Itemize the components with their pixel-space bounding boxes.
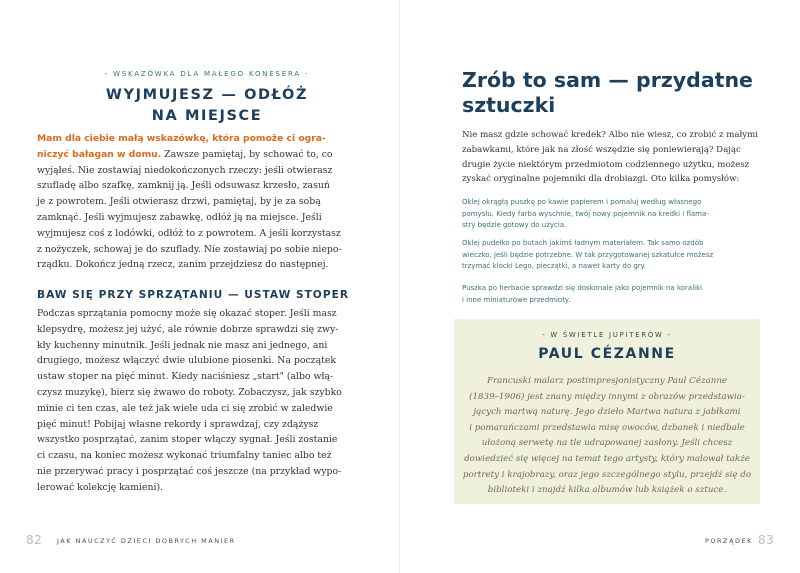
left-title-line-2: NA MIEJSCE [151, 108, 263, 124]
right-page-number: 83 [758, 533, 775, 547]
intro-line: Nie masz gdzie schować kredek? Albo nie wiesz, co zrobić z małymi [462, 130, 759, 140]
tip-line: stry będzie gotowy do użycia. [462, 221, 567, 230]
body-line: rządku. Dokończ jedną rzecz, zanim przejdziesz do następnej. [37, 259, 329, 271]
spotlight-title: PAUL CÉZANNE [538, 346, 676, 362]
right-running-footer: PORZĄDEK [705, 537, 753, 545]
body-line: klepsydrę, możesz jej użyć, ale równie dobrze sprawdzi się zwy- [37, 323, 339, 335]
spotlight-body [454, 374, 760, 499]
right-title-line-1: Zrób to sam — przydatne [462, 68, 753, 92]
spotlight-line: Francuski malarz postimpresjonistyczny Paul Cézanne [486, 376, 728, 386]
body-line: je z powrotem. Jeśli otwierasz drzwi, pamiętaj, by je za sobą [37, 196, 321, 208]
body-line-1-text: Zawsze pamiętaj, by schować to, co [161, 148, 333, 160]
body-line-1 [37, 147, 365, 163]
body-line: zamknąć. Jeśli wyjmujesz zabawkę, odłóż ją na miejsce. Jeśli [37, 211, 322, 223]
right-intro-paragraph [462, 128, 764, 187]
spotlight-box [454, 319, 760, 504]
spotlight-line: i pomarańczami przedstawia misę owoców, dzbanek i niedbale [469, 422, 745, 433]
tip-coffee-can [462, 197, 762, 232]
spotlight-kicker: - W ŚWIETLE JUPITERÓW - [542, 331, 672, 339]
body-line: kły kuchenny minutnik. Jeśli jednak nie masz ani jednego, ani [37, 339, 328, 351]
intro-line: zyskać oryginalne pojemniki dla drobiazgi. Oto kilka pomysłów: [462, 174, 740, 185]
tip-shoebox [462, 238, 762, 273]
left-running-footer: JAK NAUCZYĆ DZIECI DOBRYCH MANIER [57, 537, 236, 545]
body-line: ci czasu, na koniec możesz wykonać triumfalny taniec albo też [37, 450, 332, 462]
spotlight-line: dowiedzieć się więcej na temat tego artysty, który malował także [464, 453, 750, 464]
spotlight-line: jących martwą naturę. Jego dzieło Martwa natura z jabłkami [473, 407, 741, 418]
body-line: Podczas sprzątania pomocny może się okazać stoper. Jeśli masz [37, 308, 337, 319]
body-line: czysz muzykę), bierz się żwawo do roboty. Zobaczysz, jak szybko [37, 386, 342, 398]
highlight-line-2: niczyć bałagan w domu. [37, 148, 162, 160]
body-line: lerować kolekcję kamieni). [37, 481, 164, 493]
intro-line: drugie życie niektórym przedmiotom codziennego użytku, możesz [462, 159, 750, 170]
right-title [462, 68, 782, 118]
body-line: nie przerywać pracy i posprzątać coś jeszcze (na przykład wypo- [37, 465, 342, 477]
spotlight-line: portrety i krajobrazy, oraz jego szczególnego stylu, przejdź się do [462, 469, 752, 480]
left-title [62, 85, 352, 127]
right-title-line-2: sztuczki [462, 93, 556, 117]
body-line: wyjąłeś. Nie zostawiaj niedokończonych rzeczy: jeśli otwierasz [37, 164, 333, 176]
left-body-paragraph-2 [37, 306, 365, 496]
body-line: ustaw stoper na pięć minut. Kiedy naciśniesz „start" (albo włą- [37, 371, 334, 383]
tip-line: wieczko, jeśli będzie potrzebne. W tak przygotowanej szkatułce możesz [462, 250, 714, 259]
body-line: wszystko posprzątać, zanim stoper włączy sygnał. Jeśli zostanie [37, 434, 338, 446]
page-spine [399, 0, 400, 573]
tip-line: Oklej okrągłą puszkę po kawie papierem i pomaluj według własnego [462, 198, 702, 206]
tip-line: Oklej pudełko po butach jakimś ładnym materiałem. Tak samo ozdób [462, 239, 704, 247]
left-kicker: - WSKAZÓWKA DLA MAŁEGO KONESERA - [104, 70, 310, 78]
intro-line: zabawkami, które jak na złość wszędzie się poniewierają? Dając [462, 144, 741, 155]
body-line: wyjmujesz coś z lodówki, odłóż to z powrotem. A jeśli korzystasz [37, 227, 341, 239]
highlight-line-1: Mam dla ciebie małą wskazówkę, która pomoże ci ogra- [37, 133, 326, 144]
spotlight-line: ułożoną serwetę na tle udrapowanej zasłony. Jeśli chcesz [481, 438, 733, 449]
tip-line: Puszka po herbacie sprawdzi się doskonale jako pojemnik na koraliki [462, 284, 703, 292]
tip-line: trzymać klocki Lego, pieczątki, a nawet karty do gry. [462, 262, 647, 271]
left-page-number: 82 [26, 533, 43, 547]
body-line: minie ci ten czas, ale też jak wiele uda ci się zrobić w zaledwie [37, 402, 333, 414]
left-body-paragraph [37, 131, 365, 273]
left-subheading: BAW SIĘ PRZY SPRZĄTANIU — USTAW STOPER [37, 289, 349, 301]
left-title-line-1: WYJMUJESZ — ODŁÓŻ [105, 87, 309, 103]
tip-tea-tin [462, 283, 762, 306]
spotlight-line: (1839–1906) jest znany między innymi z obrazów przedstawia- [469, 391, 745, 402]
body-line: z nożyczek, schowaj je do szuflady. Nie zostawiaj po sobie niepo- [37, 243, 342, 255]
tip-line: pomysłu. Kiedy farba wyschnie, twój nowy pojemnik na kredki i flama- [462, 209, 709, 218]
body-line: drugiego, możesz włączyć dwie ulubione piosenki. Na początek [37, 355, 336, 367]
spotlight-line: biblioteki i znajdź kilka albumów lub książek o sztuce. [487, 485, 727, 496]
tip-line: i inne miniaturowe przedmioty. [462, 295, 571, 304]
body-line: szufladę albo szafkę, zamknij ją. Jeśli odsuwasz krzesło, zasuń [37, 180, 330, 192]
body-line: pięć minut! Pobijaj własne rekordy i sprawdzaj, czy zdążysz [37, 418, 319, 430]
